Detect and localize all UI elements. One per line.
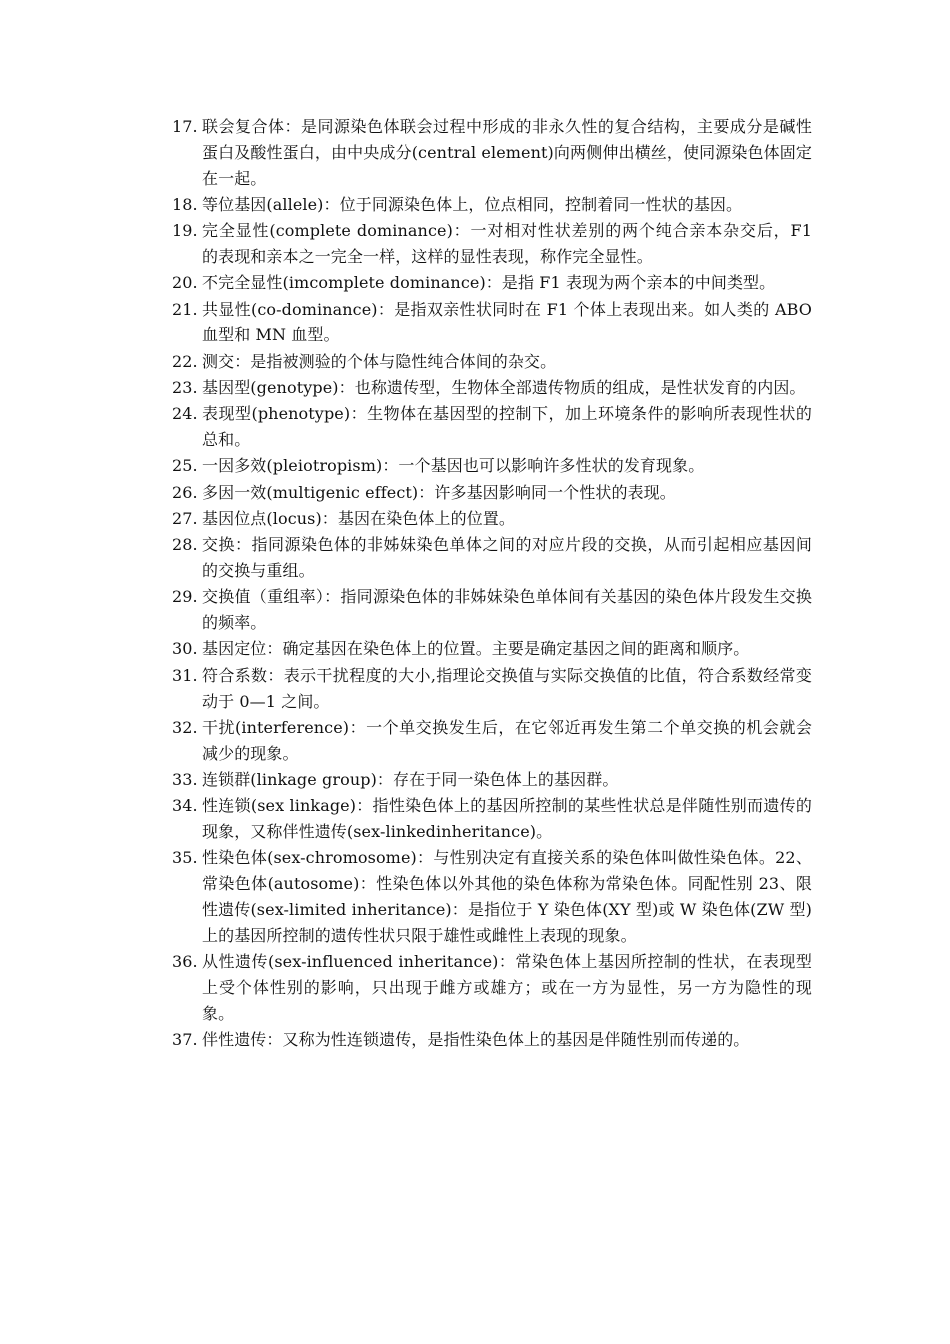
entry-text: 干扰(interference)：一个单交换发生后，在它邻近再发生第二个单交换的机会就会减少的现象。 <box>202 717 812 763</box>
entry-number: 29. <box>172 587 198 607</box>
glossary-entry <box>172 480 812 506</box>
glossary-entry <box>172 114 812 191</box>
entry-number: 30. <box>172 639 198 659</box>
entry-number: 19. <box>172 221 198 241</box>
entry-text: 多因一效(multigenic effect)：许多基因影响同一个性状的表现。 <box>202 482 676 502</box>
entry-text: 基因定位：确定基因在染色体上的位置。主要是确定基因之间的距离和顺序。 <box>202 639 750 659</box>
glossary-entry <box>172 506 812 532</box>
glossary-entry <box>172 1027 812 1053</box>
entry-text: 连锁群(linkage group)：存在于同一染色体上的基因群。 <box>202 769 619 789</box>
glossary-entry <box>172 584 812 636</box>
glossary-entry <box>172 949 812 1026</box>
entry-number: 23. <box>172 377 198 397</box>
entry-number: 26. <box>172 482 198 502</box>
entry-text: 等位基因(allele)：位于同源染色体上，位点相同，控制着同一性状的基因。 <box>202 194 743 214</box>
entry-text: 基因位点(locus)：基因在染色体上的位置。 <box>202 508 516 528</box>
entry-text: 符合系数：表示干扰程度的大小,指理论交换值与实际交换值的比值，符合系数经常变动于 0—1 之间。 <box>202 665 812 711</box>
entry-number: 35. <box>172 848 198 868</box>
entry-text: 伴性遗传：又称为性连锁遗传，是指性染色体上的基因是伴随性别而传递的。 <box>202 1029 750 1049</box>
glossary-entry <box>172 663 812 715</box>
entry-number: 37. <box>172 1029 198 1049</box>
entry-number: 21. <box>172 299 198 319</box>
entry-number: 31. <box>172 665 198 685</box>
entry-text: 基因型(genotype)：也称遗传型，生物体全部遗传物质的组成，是性状发育的内因。 <box>202 377 806 397</box>
glossary-list <box>172 114 812 1053</box>
glossary-entry <box>172 349 812 375</box>
glossary-entry <box>172 375 812 401</box>
entry-number: 17. <box>172 117 198 136</box>
entry-number: 22. <box>172 351 198 371</box>
entry-text: 完全显性(complete dominance)：一对相对性状差别的两个纯合亲本杂交后，F1 的表现和亲本之一完全一样，这样的显性表现，称作完全显性。 <box>202 221 812 266</box>
entry-number: 18. <box>172 194 198 214</box>
entry-text: 测交：是指被测验的个体与隐性纯合体间的杂交。 <box>202 351 557 371</box>
glossary-entry <box>172 453 812 479</box>
entry-text: 性染色体(sex-chromosome)：与性别决定有直接关系的染色体叫做性染色体。22、常染色体(autosome)：性染色体以外其他的染色体称为常染色体。同配性别 23、限性遗传(sex-limited inheritance)：是指位于 Y 染色体(XY 型)或 W 染色体(ZW 型)上的基因所控制的遗传性状只限于雄性或雌性上表现的现象。 <box>202 848 812 945</box>
entry-text: 交换：指同源染色体的非姊妹染色单体之间的对应片段的交换，从而引起相应基因间的交换与重组。 <box>202 535 812 581</box>
entry-text: 从性遗传(sex-influenced inheritance)：常染色体上基因所控制的性状，在表现型上受个体性别的影响，只出现于雌方或雄方；或在一方为显性，另一方为隐性的现象。 <box>202 952 812 1023</box>
glossary-entry <box>172 636 812 662</box>
entry-number: 20. <box>172 273 198 293</box>
entry-number: 34. <box>172 796 198 816</box>
glossary-entry <box>172 401 812 453</box>
entry-number: 25. <box>172 456 198 476</box>
glossary-entry <box>172 270 812 296</box>
glossary-entry <box>172 793 812 845</box>
entry-text: 交换值（重组率）：指同源染色体的非姊妹染色单体间有关基因的染色体片段发生交换的频率。 <box>202 587 812 633</box>
entry-text: 性连锁(sex linkage)：指性染色体上的基因所控制的某些性状总是伴随性别而遗传的现象，又称伴性遗传(sex-linkedinheritance)。 <box>202 796 812 842</box>
glossary-entry <box>172 297 812 349</box>
entry-text: 联会复合体：是同源染色体联会过程中形成的非永久性的复合结构，主要成分是碱性蛋白及酸性蛋白，由中央成分(central element)向两侧伸出横丝，使同源染色体固定在一起。 <box>202 117 812 188</box>
glossary-entry <box>172 192 812 218</box>
entry-number: 36. <box>172 952 198 971</box>
entry-number: 33. <box>172 769 198 789</box>
entry-number: 28. <box>172 535 198 555</box>
glossary-entry <box>172 767 812 793</box>
glossary-entry <box>172 845 812 948</box>
entry-number: 24. <box>172 404 198 424</box>
glossary-entry <box>172 715 812 767</box>
glossary-entry <box>172 218 812 270</box>
entry-number: 27. <box>172 508 198 528</box>
entry-text: 一因多效(pleiotropism)：一个基因也可以影响许多性状的发育现象。 <box>202 456 705 476</box>
glossary-entry <box>172 532 812 584</box>
entry-number: 32. <box>172 717 198 737</box>
entry-text: 不完全显性(imcomplete dominance)：是指 F1 表现为两个亲本的中间类型。 <box>202 273 776 293</box>
entry-text: 表现型(phenotype)：生物体在基因型的控制下，加上环境条件的影响所表现性状的总和。 <box>202 404 812 450</box>
entry-text: 共显性(co-dominance)：是指双亲性状同时在 F1 个体上表现出来。如人类的 ABO 血型和 MN 血型。 <box>202 299 812 345</box>
